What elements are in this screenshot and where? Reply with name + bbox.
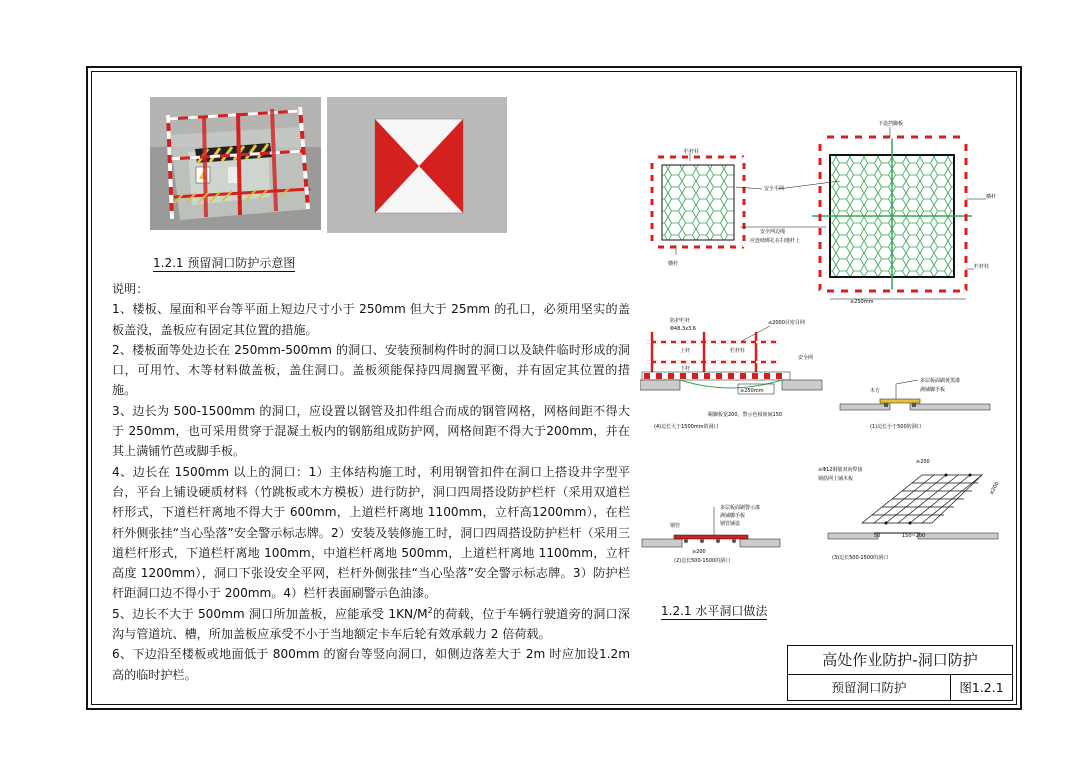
plan-label-left-bottom: 横杆 [668, 261, 679, 267]
sec2-l3: 钢管铺设 [720, 521, 741, 527]
plan-label-top-right: 下设挡脚板 [878, 121, 904, 127]
note-item-5-tail: 的荷载，位于车辆行驶道旁的洞口深沟与管道坑、槽，所加盖板应承受不小于当地额定卡车后轮有效承载力 2 倍荷载。 [112, 606, 630, 642]
right-figure-title: 1.2.1 水平洞口做法 [661, 604, 768, 618]
sec1-wood: 木方 [870, 388, 881, 394]
sec4-dim: ≥250mm [740, 388, 764, 394]
sec4-l1: 防护栏杆 [670, 318, 691, 324]
sec3-l1: ≤Φ12钢筋双向焊接 [818, 467, 863, 473]
sec3-l2: 钢筋网上铺木板 [818, 476, 854, 482]
note-item-5-text: 5、边长不大于 500mm 洞口所加盖板，应能承受 1KN/M [112, 606, 428, 621]
sec4-r1: ≤2000目密目网 [768, 320, 805, 326]
section-1-drawing [836, 370, 1011, 432]
sec2-l2: 满铺脚手板 [720, 513, 746, 519]
sec4-net: 安全网 [798, 355, 814, 361]
sec4-l2: Φ48.3x3.6 [670, 326, 696, 332]
plan-label-net-edge-1: 安全网边绳 [760, 229, 786, 235]
sec1-l1: 多层板面刷黄黑漆 [920, 378, 961, 384]
note-item-5 [112, 604, 630, 645]
note-item-1: 1、楼板、屋面和平台等平面上短边尺寸小于 250mm 但大于 25mm 的孔口，必须用坚实的盖板盖没，盖板应有固定其位置的措施。 [112, 302, 630, 337]
notes-block [112, 279, 630, 685]
sec3-dim-b1: 50 [874, 533, 881, 539]
note-item-6: 6、下边沿至楼板或地面低于 800mm 的窗台等竖向洞口，如侧边落差大于 2m 时应加设1.2m 高的临时护栏。 [112, 647, 630, 682]
sec2-pipe: 钢管 [670, 523, 681, 529]
title-block-main: 高处作业防护-洞口防护 [788, 646, 1012, 675]
top-figure-title: 1.2.1 预留洞口防护示意图 [153, 256, 296, 270]
plan-drawing [640, 115, 1010, 310]
title-block-number: 图1.2.1 [959, 680, 1004, 695]
plan-label-right-bottom: 栏杆柱 [974, 264, 990, 270]
section-2-drawing [640, 495, 810, 565]
note-item-4: 4、边长在 1500mm 以上的洞口：1）主体结构施工时，利用钢管扣件在洞口上搭设井字型平台，平台上铺设硬质材料（竹跳板或木方模板）进行防护，洞口四周搭设防护栏杆（采用双道栏杆形式，下道栏杆离地不得大于 600mm，上道栏杆离地 1100mm，立杆高1200mm），在栏杆外侧张挂“当心坠落”安全警示标志牌。2）安装及装修施工时，洞口四周搭设防护栏杆（采用三道栏杆形式，下道栏杆离地 100mm，中道栏杆离地 500mm，上道栏杆离地 1100mm，立杆高度 1200mm），洞口下张设安全平网，栏杆外侧张挂“当心坠落”安全警示标志牌。3）防护栏杆距洞口边不得小于 200mm。4）栏杆表面刷警示色油漆。 [112, 464, 630, 601]
notes-heading: 说明： [112, 282, 149, 296]
sec3-dim-top: ≥200 [916, 459, 930, 465]
sec2-l1: 多层板面刷警示漆 [720, 505, 761, 511]
sec3-dim-side: ≤200 [988, 481, 1001, 496]
sec2-caption: (2)边长500-1500的洞口 [674, 558, 731, 564]
sec4-upper: 上杆 [680, 348, 691, 354]
title-block [787, 645, 1013, 701]
plan-label-left-top: 栏杆柱 [684, 149, 700, 155]
note-item-2: 2、楼板面等处边长在 250mm-500mm 的洞口、安装预制构件时的洞口以及缺件临时形成的洞口，可用竹、木等材料做盖板，盖住洞口。盖板须能保持四周搁置平衡，并有固定其位置的措施。 [112, 342, 630, 398]
guardrail-photo [150, 97, 321, 230]
warning-board-photo [327, 97, 507, 233]
note-item-5-sup: 2 [427, 605, 433, 615]
sec4-post: 栏杆柱 [730, 348, 746, 354]
sec4-lower: 下杆 [680, 366, 691, 372]
note-item-3: 3、边长为 500-1500mm 的洞口，应设置以钢管及扣件组合而成的钢管网格，网格间距不得大于 250mm，也可采用贯穿于混凝土板内的钢筋组成防护网，网格间距不得大于200mm，并在其上满铺竹芭或脚手板。 [112, 403, 630, 459]
plan-label-right-mid: 横杆 [986, 194, 997, 200]
plan-dim: ≥250mm [850, 299, 874, 305]
sec1-l2: 满铺脚手板 [920, 387, 946, 393]
plan-label-safety-net: 安全平网 [764, 186, 785, 192]
section-4-drawing [640, 312, 830, 432]
plan-label-net-edge-2: 应连续绑孔在扫地杆上 [750, 238, 801, 244]
sec3-dim-b2: 150~200 [902, 533, 926, 539]
section-3-drawing [812, 455, 1012, 565]
sec2-dim: ≥200 [692, 549, 706, 555]
title-block-name: 预留洞口防护 [788, 675, 951, 701]
sec4-caption: (4)边长大于1500mm的洞口 [654, 424, 719, 430]
sec1-caption: (1)边长小于500的洞口 [870, 424, 922, 430]
sec4-note: 踢脚板宽200，警示色相间间150 [708, 412, 783, 418]
sec3-caption: (3)边长500-1500的洞口 [832, 555, 889, 561]
